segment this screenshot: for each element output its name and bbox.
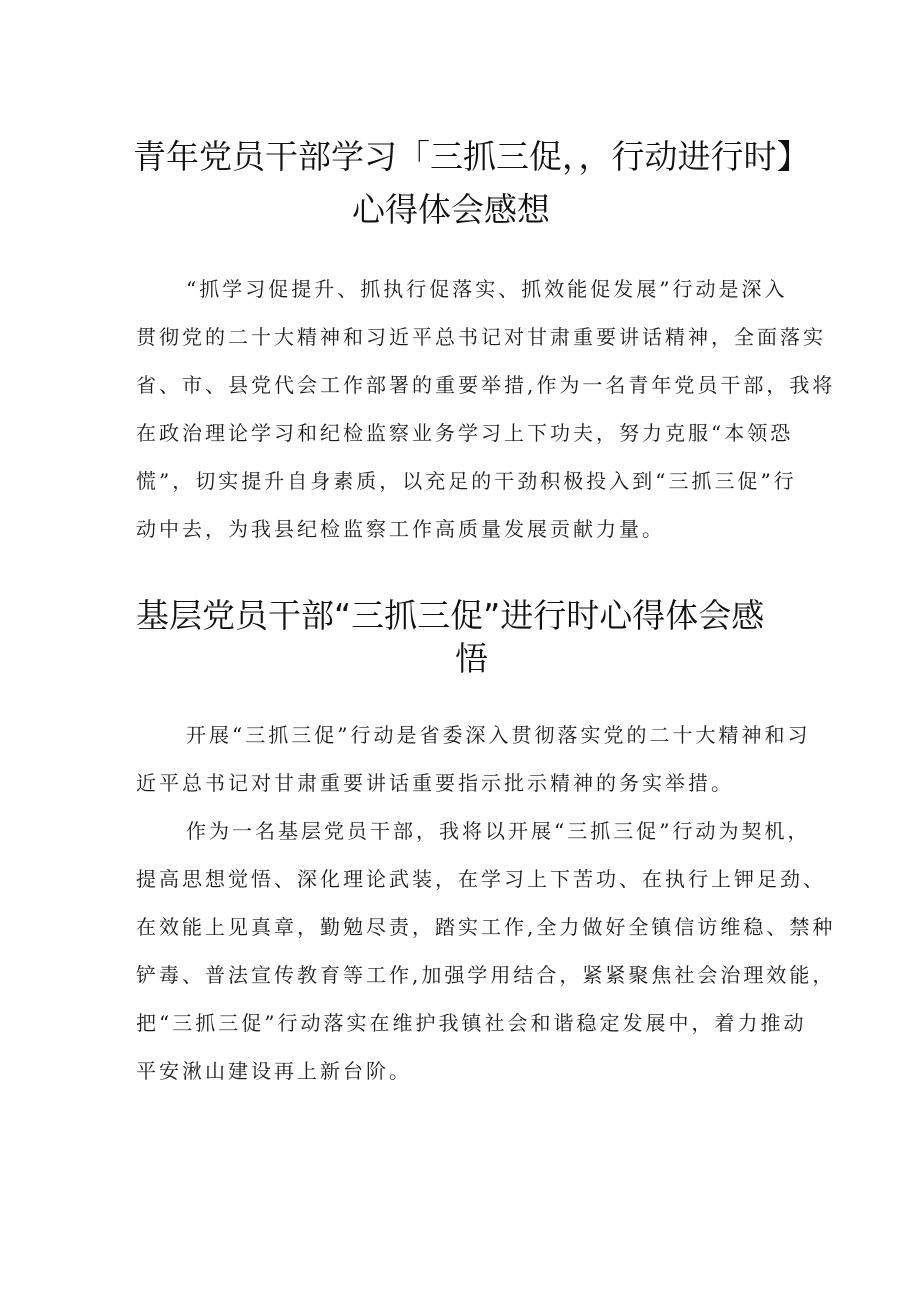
article2-paragraph2-line: 作为一名基层党员干部，我将以开展“三抓三促”行动为契机， xyxy=(186,819,811,843)
article2-paragraph2-line: 把“三抓三促”行动落实在维护我镇社会和谐稳定发展中，着力推动 xyxy=(136,1011,807,1035)
article1-paragraph-line: 慌”，切实提升自身素质，以充足的干劲积极投入到“三抓三促”行 xyxy=(136,469,797,493)
article2-paragraph2-line: 提高思想觉悟、深化理论武装，在学习上下苦功、在执行上钾足劲、 xyxy=(136,867,826,891)
article1-paragraph-line: “抓学习促提升、抓执行促落实、抓效能促发展”行动是深入 xyxy=(186,277,788,301)
article2-paragraph1-line: 近平总书记对甘肃重要讲话重要指示批示精神的务实举措。 xyxy=(136,771,734,795)
article2-paragraph2-line: 铲毒、普法宣传教育等工作,加强学用结合，紧紧聚焦社会治理效能， xyxy=(136,963,836,987)
article1-paragraph-line: 省、市、县党代会工作部署的重要举措,作为一名青年党员干部，我将 xyxy=(136,373,836,397)
article2-paragraph2-line: 在效能上见真章，勤勉尽责，踏实工作,全力做好全镇信访维稳、禁种 xyxy=(136,915,836,939)
article2-title-line1: 基层党员干部“三抓三促”进行时心得体会感 xyxy=(136,596,765,635)
article2-paragraph2-line: 平安湫山建设再上新台阶。 xyxy=(136,1059,412,1083)
article1-paragraph-line: 在政治理论学习和纪检监察业务学习上下功夫，努力克服“本领恐 xyxy=(136,421,794,445)
article1-paragraph-line: 动中去，为我县纪检监察工作高质量发展贡献力量。 xyxy=(136,517,665,541)
article1-title-line1: 青年党员干部学习「三抓三促，，行动进行时】 xyxy=(133,137,810,176)
article1-title-line2: 心得体会感想 xyxy=(352,190,550,229)
article2-title-line2: 悟 xyxy=(455,639,488,678)
article2-paragraph1-line: 开展“三抓三促”行动是省委深入贯彻落实党的二十大精神和习 xyxy=(186,723,811,747)
article1-paragraph-line: 贯彻党的二十大精神和习近平总书记对甘肃重要讲话精神，全面落实 xyxy=(136,325,826,349)
